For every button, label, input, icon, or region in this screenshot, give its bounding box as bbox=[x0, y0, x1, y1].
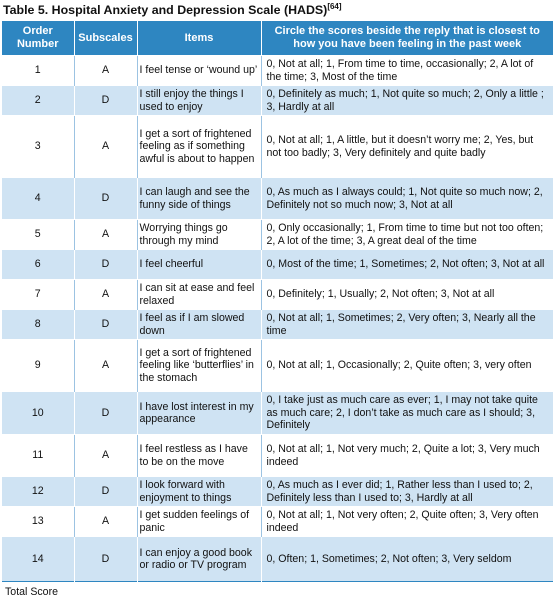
subscale-cell: A bbox=[74, 220, 137, 250]
table-row bbox=[2, 56, 553, 86]
response-options-cell: 0, Not at all; 1, Not very much; 2, Quite a lot; 3, Very much indeed bbox=[261, 435, 553, 477]
order-number-cell: 3 bbox=[2, 116, 74, 178]
subscale-cell: D bbox=[74, 392, 137, 435]
header-order-number: Order Number bbox=[2, 21, 74, 56]
table-row bbox=[2, 507, 553, 537]
response-options-cell: 0, Not at all; 1, Not very often; 2, Quite often; 3, Very often indeed bbox=[261, 507, 553, 537]
item-cell: I can sit at ease and feel relaxed bbox=[137, 280, 261, 310]
subscale-cell: D bbox=[74, 250, 137, 280]
response-options-cell: 0, Not at all; 1, Sometimes; 2, Very often; 3, Nearly all the time bbox=[261, 310, 553, 340]
subscale-cell: A bbox=[74, 340, 137, 392]
response-options-cell: 0, I take just as much care as ever; 1, I may not take quite as much care; 2, I don’t take as much care as I should; 3, Definitely bbox=[261, 392, 553, 435]
order-number-cell: 7 bbox=[2, 280, 74, 310]
item-cell: I feel as if I am slowed down bbox=[137, 310, 261, 340]
subscale-cell: D bbox=[74, 537, 137, 582]
item-cell: Worrying things go through my mind bbox=[137, 220, 261, 250]
subscale-cell: D bbox=[74, 86, 137, 116]
subscale-cell: A bbox=[74, 56, 137, 86]
table-row bbox=[2, 250, 553, 280]
subscale-cell: D bbox=[74, 310, 137, 340]
order-number-cell: 6 bbox=[2, 250, 74, 280]
citation-ref: [64] bbox=[327, 2, 341, 11]
subscale-cell: A bbox=[74, 116, 137, 178]
subscale-cell: A bbox=[74, 280, 137, 310]
response-options-cell: 0, Definitely as much; 1, Not quite so much; 2, Only a little ; 3, Hardly at all bbox=[261, 86, 553, 116]
item-cell: I feel tense or ‘wound up’ bbox=[137, 56, 261, 86]
item-cell: I still enjoy the things I used to enjoy bbox=[137, 86, 261, 116]
table-body bbox=[2, 56, 553, 601]
item-cell: I look forward with enjoyment to things bbox=[137, 477, 261, 507]
subscale-cell: A bbox=[74, 507, 137, 537]
table-row bbox=[2, 178, 553, 220]
table-row bbox=[2, 477, 553, 507]
total-score-label: Total Score bbox=[2, 582, 553, 601]
table-row bbox=[2, 537, 553, 582]
item-cell: I get a sort of frightened feeling like ‘butterflies’ in the stomach bbox=[137, 340, 261, 392]
table-row bbox=[2, 435, 553, 477]
order-number-cell: 8 bbox=[2, 310, 74, 340]
header-items: Items bbox=[137, 21, 261, 56]
response-options-cell: 0, As much as I ever did; 1, Rather less than I used to; 2, Definitely less than I used to; 3, Hardly at all bbox=[261, 477, 553, 507]
order-number-cell: 11 bbox=[2, 435, 74, 477]
table-row bbox=[2, 86, 553, 116]
order-number-cell: 13 bbox=[2, 507, 74, 537]
subscale-cell: A bbox=[74, 435, 137, 477]
table-row bbox=[2, 392, 553, 435]
item-cell: I have lost interest in my appearance bbox=[137, 392, 261, 435]
response-options-cell: 0, Often; 1, Sometimes; 2, Not often; 3, Very seldom bbox=[261, 537, 553, 582]
subscale-cell: D bbox=[74, 477, 137, 507]
item-cell: I get sudden feelings of panic bbox=[137, 507, 261, 537]
response-options-cell: 0, Definitely; 1, Usually; 2, Not often; 3, Not at all bbox=[261, 280, 553, 310]
order-number-cell: 5 bbox=[2, 220, 74, 250]
order-number-cell: 10 bbox=[2, 392, 74, 435]
item-cell: I can enjoy a good book or radio or TV program bbox=[137, 537, 261, 582]
table-row bbox=[2, 310, 553, 340]
response-options-cell: 0, Not at all; 1, A little, but it doesn’t worry me; 2, Yes, but not too badly; 3, Very definitely and quite badly bbox=[261, 116, 553, 178]
subscale-cell: D bbox=[74, 178, 137, 220]
table-row bbox=[2, 220, 553, 250]
header-subscales: Subscales bbox=[74, 21, 137, 56]
order-number-cell: 1 bbox=[2, 56, 74, 86]
hads-table bbox=[2, 21, 553, 601]
order-number-cell: 14 bbox=[2, 537, 74, 582]
order-number-cell: 4 bbox=[2, 178, 74, 220]
item-cell: I feel restless as I have to be on the move bbox=[137, 435, 261, 477]
table-title: Table 5. Hospital Anxiety and Depression Scale (HADS) bbox=[3, 3, 327, 17]
response-options-cell: 0, Only occasionally; 1, From time to time but not too often; 2, A lot of the time; 3, A great deal of the time bbox=[261, 220, 553, 250]
table-row bbox=[2, 280, 553, 310]
header-responses: Circle the scores beside the reply that is closest to how you have been feeling in the past week bbox=[261, 21, 553, 56]
table-caption bbox=[3, 2, 342, 17]
item-cell: I can laugh and see the funny side of things bbox=[137, 178, 261, 220]
header-row bbox=[2, 21, 553, 56]
table-row bbox=[2, 340, 553, 392]
order-number-cell: 12 bbox=[2, 477, 74, 507]
item-cell: I feel cheerful bbox=[137, 250, 261, 280]
response-options-cell: 0, Most of the time; 1, Sometimes; 2, Not often; 3, Not at all bbox=[261, 250, 553, 280]
order-number-cell: 2 bbox=[2, 86, 74, 116]
order-number-cell: 9 bbox=[2, 340, 74, 392]
table-row bbox=[2, 116, 553, 178]
response-options-cell: 0, Not at all; 1, From time to time, occasionally; 2, A lot of the time; 3, Most of the time bbox=[261, 56, 553, 86]
response-options-cell: 0, As much as I always could; 1, Not quite so much now; 2, Definitely not so much now; 3, Not at all bbox=[261, 178, 553, 220]
item-cell: I get a sort of frightened feeling as if something awful is about to happen bbox=[137, 116, 261, 178]
response-options-cell: 0, Not at all; 1, Occasionally; 2, Quite often; 3, very often bbox=[261, 340, 553, 392]
total-score-row bbox=[2, 582, 553, 601]
